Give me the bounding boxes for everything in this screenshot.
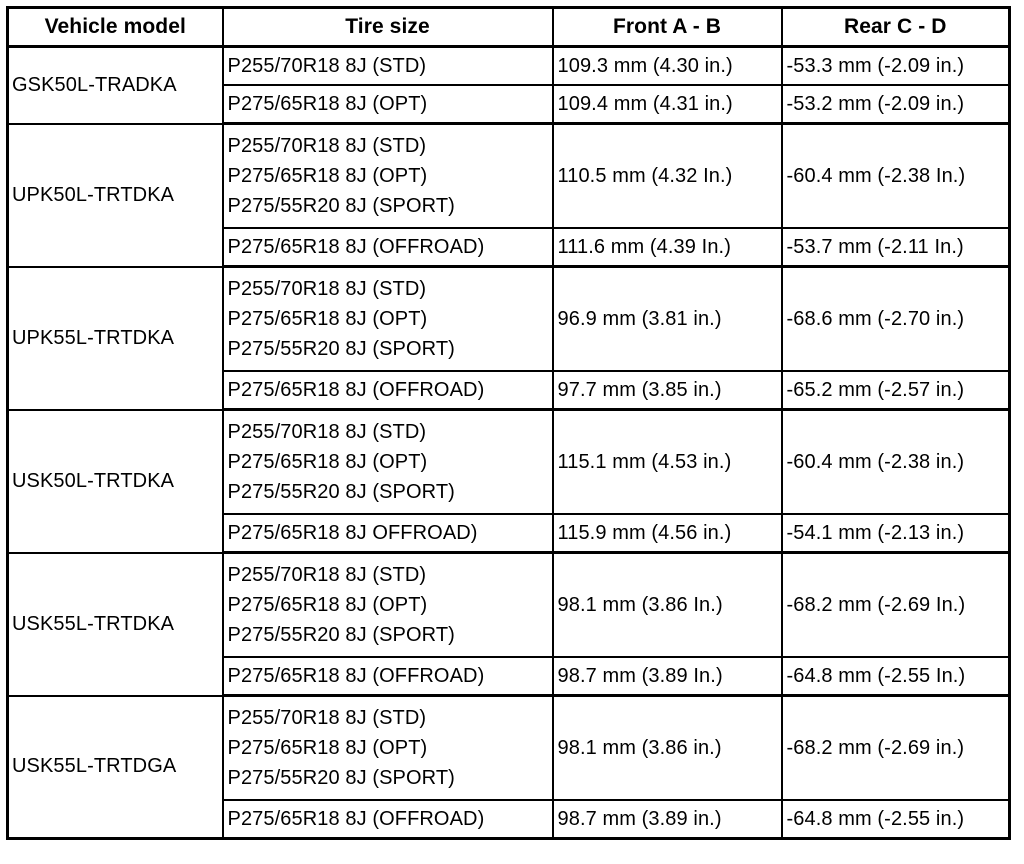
header-row	[8, 8, 1010, 47]
table-row	[8, 410, 1010, 515]
tire-size-line: P275/65R18 8J (OPT)	[227, 451, 428, 473]
tire-size-line: P275/65R18 8J (OPT)	[227, 93, 428, 115]
rear-c-d-cell: -53.7 mm (-2.11 In.)	[782, 228, 1010, 267]
tire-size-line: P255/70R18 8J (STD)	[227, 707, 427, 729]
tire-size-cell	[223, 553, 553, 658]
tire-size-line: P275/65R18 8J (OPT)	[227, 165, 428, 187]
tire-size-cell	[223, 410, 553, 515]
vehicle-model-cell: GSK50L-TRADKA	[8, 47, 223, 124]
tire-size-cell	[223, 124, 553, 229]
tire-size-cell	[223, 657, 553, 696]
rear-c-d-cell: -68.2 mm (-2.69 in.)	[782, 696, 1010, 801]
tire-size-line: P275/65R18 8J (OPT)	[227, 737, 428, 759]
front-a-b-cell: 98.7 mm (3.89 in.)	[553, 800, 782, 839]
tire-size-line: P275/65R18 8J OFFROAD)	[227, 522, 478, 544]
front-a-b-cell: 98.1 mm (3.86 In.)	[553, 553, 782, 658]
tire-size-line: P275/55R20 8J (SPORT)	[227, 767, 455, 789]
vehicle-model-cell: USK55L-TRTDGA	[8, 696, 223, 839]
tire-size-cell	[223, 371, 553, 410]
vehicle-model-cell: UPK55L-TRTDKA	[8, 267, 223, 410]
front-a-b-cell: 110.5 mm (4.32 In.)	[553, 124, 782, 229]
tire-size-line: P255/70R18 8J (STD)	[227, 564, 427, 586]
tire-size-line: P275/55R20 8J (SPORT)	[227, 338, 455, 360]
tire-size-line: P275/65R18 8J (OFFROAD)	[227, 236, 485, 258]
tire-size-line: P275/55R20 8J (SPORT)	[227, 624, 455, 646]
header-rear-c-d: Rear C - D	[782, 8, 1010, 47]
rear-c-d-cell: -64.8 mm (-2.55 in.)	[782, 800, 1010, 839]
header-front-a-b: Front A - B	[553, 8, 782, 47]
front-a-b-cell: 109.3 mm (4.30 in.)	[553, 47, 782, 86]
rear-c-d-cell: -68.6 mm (-2.70 in.)	[782, 267, 1010, 372]
vehicle-model-cell: USK50L-TRTDKA	[8, 410, 223, 553]
tire-size-line: P275/65R18 8J (OPT)	[227, 308, 428, 330]
rear-c-d-cell: -54.1 mm (-2.13 in.)	[782, 514, 1010, 553]
front-a-b-cell: 109.4 mm (4.31 in.)	[553, 85, 782, 124]
rear-c-d-cell: -53.2 mm (-2.09 in.)	[782, 85, 1010, 124]
vehicle-model-cell: USK55L-TRTDKA	[8, 553, 223, 696]
table-row	[8, 553, 1010, 658]
tire-size-line: P275/65R18 8J (OFFROAD)	[227, 665, 485, 687]
table-row	[8, 47, 1010, 86]
rear-c-d-cell: -64.8 mm (-2.55 In.)	[782, 657, 1010, 696]
tire-size-cell	[223, 696, 553, 801]
tire-size-cell	[223, 85, 553, 124]
rear-c-d-cell: -60.4 mm (-2.38 in.)	[782, 410, 1010, 515]
tire-size-line: P275/65R18 8J (OFFROAD)	[227, 808, 485, 830]
rear-c-d-cell: -53.3 mm (-2.09 in.)	[782, 47, 1010, 86]
tire-size-cell	[223, 228, 553, 267]
front-a-b-cell: 111.6 mm (4.39 In.)	[553, 228, 782, 267]
tire-size-line: P255/70R18 8J (STD)	[227, 55, 427, 77]
tire-size-cell	[223, 267, 553, 372]
tire-size-line: P275/65R18 8J (OPT)	[227, 594, 428, 616]
table-row	[8, 124, 1010, 229]
front-a-b-cell: 97.7 mm (3.85 in.)	[553, 371, 782, 410]
vehicle-model-cell: UPK50L-TRTDKA	[8, 124, 223, 267]
tire-size-line: P255/70R18 8J (STD)	[227, 278, 427, 300]
front-a-b-cell: 96.9 mm (3.81 in.)	[553, 267, 782, 372]
rear-c-d-cell: -60.4 mm (-2.38 In.)	[782, 124, 1010, 229]
tire-size-line: P275/65R18 8J (OFFROAD)	[227, 379, 485, 401]
tire-size-cell	[223, 800, 553, 839]
front-a-b-cell: 98.1 mm (3.86 in.)	[553, 696, 782, 801]
front-a-b-cell: 115.1 mm (4.53 in.)	[553, 410, 782, 515]
table-row	[8, 696, 1010, 801]
front-a-b-cell: 115.9 mm (4.56 in.)	[553, 514, 782, 553]
tire-size-line: P255/70R18 8J (STD)	[227, 135, 427, 157]
tire-size-cell	[223, 47, 553, 86]
table-body	[8, 47, 1010, 839]
rear-c-d-cell: -68.2 mm (-2.69 In.)	[782, 553, 1010, 658]
rear-c-d-cell: -65.2 mm (-2.57 in.)	[782, 371, 1010, 410]
tire-size-line: P275/55R20 8J (SPORT)	[227, 195, 455, 217]
tire-size-line: P255/70R18 8J (STD)	[227, 421, 427, 443]
tire-size-cell	[223, 514, 553, 553]
front-a-b-cell: 98.7 mm (3.89 In.)	[553, 657, 782, 696]
table-row	[8, 267, 1010, 372]
header-tire-size: Tire size	[223, 8, 553, 47]
tire-size-line: P275/55R20 8J (SPORT)	[227, 481, 455, 503]
tire-offset-table	[6, 6, 1011, 840]
header-vehicle-model: Vehicle model	[8, 8, 223, 47]
